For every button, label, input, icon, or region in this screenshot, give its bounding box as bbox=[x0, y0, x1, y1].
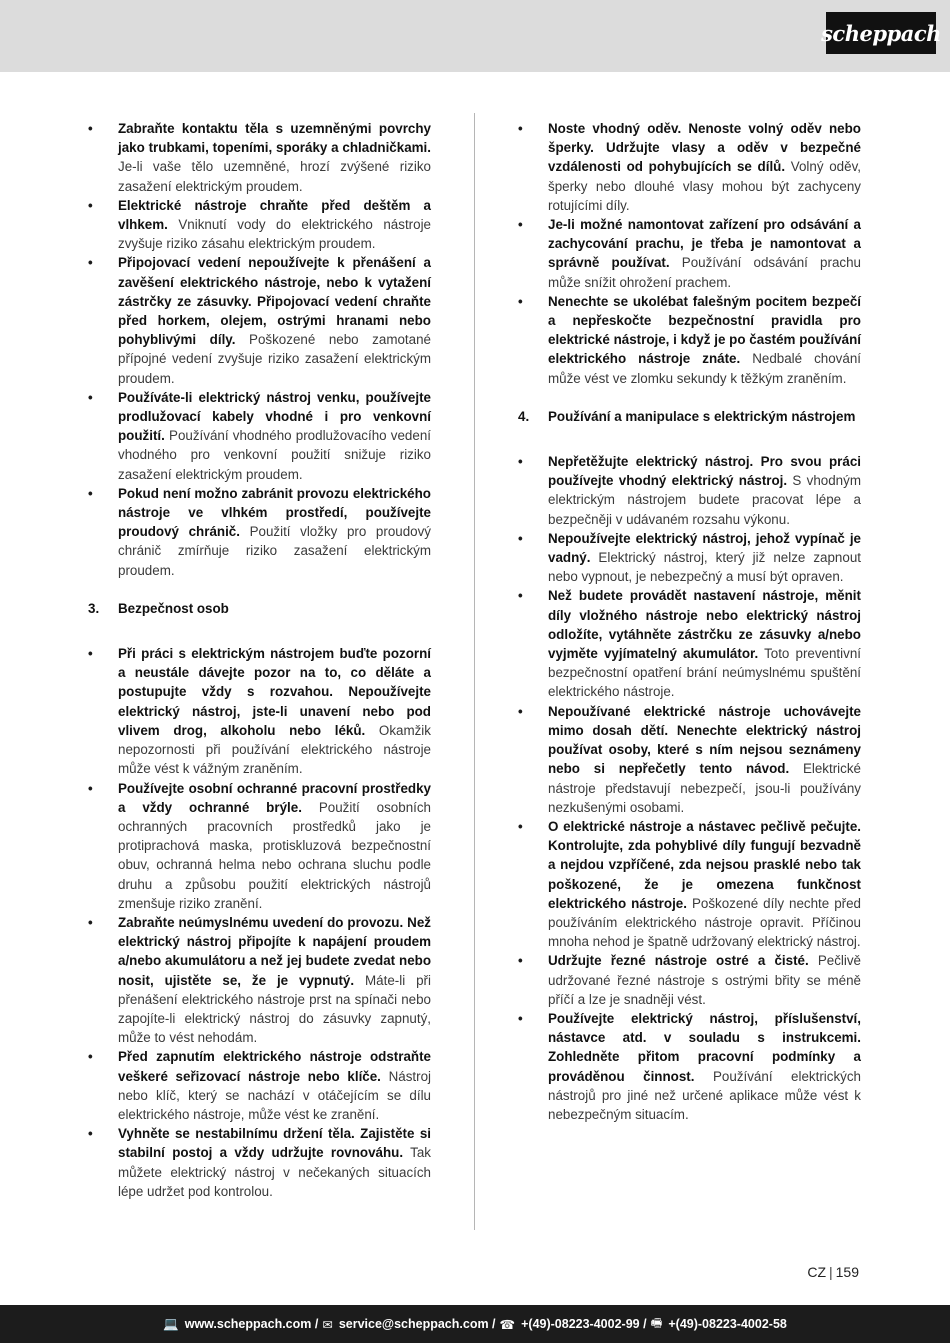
section-heading-4 bbox=[518, 407, 861, 426]
phone-icon: ☎ bbox=[499, 1317, 516, 1332]
item-bold: Připojovací vedení nepoužívejte k přenášení a zavěšení elektrického nástroje, nebo k vytažení zástrčky ze zásuvky. Připojovací vedení chraňte před horkem, olejem, ostrými hranami nebo pohyblivými díly. bbox=[118, 255, 431, 348]
item-text: Elektrické nástroje představují nebezpečí, jsou-li používány nezkušenými osobami. bbox=[548, 761, 861, 815]
email-icon: ✉ bbox=[322, 1317, 333, 1332]
list-item: • O elektrické nástroje a nástavec pečlivě pečujte. Kontrolujte, zda pohyblivé díly fungují bezvadně a nejdou vzpříčené, zda nejsou prasklé nebo tak poškozené, že je omezena funkčnost elektrického nástroje. Poškozené díly nechte před používáním elektrického nástroje opravit. Příčinou mnoha nehod je špatně udržovaný elektrický nástroj. bbox=[518, 818, 861, 950]
footer-email[interactable]: service@scheppach.com / bbox=[338, 1317, 496, 1331]
item-text: Poškozené nebo zamotané přípojné vedení zvyšuje riziko zasažení elektrickým proudem. bbox=[118, 332, 431, 386]
item-bold: Pokud není možno zabránit provozu elektrického nástroje ve vlhkém prostředí, používejte proudový chránič. bbox=[118, 485, 431, 540]
section-number: 4. bbox=[518, 408, 530, 424]
left-column bbox=[88, 119, 431, 1201]
item-bold: Nepřetěžujte elektrický nástroj. Pro svou práci používejte vhodný elektrický nástroj. bbox=[548, 454, 861, 489]
item-bold: Udržujte řezné nástroje ostré a čisté. bbox=[548, 953, 809, 969]
item-bold: O elektrické nástroje a nástavec pečlivě pečujte. Kontrolujte, zda pohyblivé díly fungují bezvadně a nejdou vzpříčené, zda nejsou prasklé nebo tak poškozené, že je omezena funkčnost elektrického nástroje. bbox=[548, 818, 861, 911]
item-text: Nedbalé chování může vést ve zlomku sekundy k těžkým zraněním. bbox=[548, 351, 861, 386]
list-item: • Vyhněte se nestabilnímu držení těla. Zajistěte si stabilní postoj a vždy udržujte rovnováhu. Tak můžete elektrický nástroj v nečekaných situacích lépe udržet pod kontrolou. bbox=[88, 1126, 431, 1199]
item-text: Použití osobních ochranných pracovních prostředků jako je protiprachová maska, protiskluzová bezpečnostní obuv, ochranná helma nebo ochrana sluchu podle druhu a způsobu použití elektrických nástrojů zmenšuje riziko zranění. bbox=[118, 799, 432, 911]
right-column bbox=[518, 119, 861, 1124]
fax-icon: 🖷 bbox=[650, 1315, 663, 1330]
list-item: • Nepoužívané elektrické nástroje uchovávejte mimo dosah dětí. Nenechte elektrický nástroj používat osoby, které s ním nejsou seznámeny nebo si nepřečetly tento návod. Elektrické nástroje představují nebezpečí, jsou-li používány nezkušenými osobami. bbox=[518, 703, 861, 815]
left-list-a bbox=[88, 119, 431, 580]
item-text: Vniknutí vody do elektrického nástroje zvyšuje riziko zásahu elektrickým proudem. bbox=[118, 217, 431, 252]
item-text: Nástroj nebo klíč, který se nachází v otáčejícím se dílu elektrického nástroje, může vést ke zranění. bbox=[118, 1068, 431, 1122]
item-text: Použití vložky pro proudový chránič zmírňuje riziko zasažení elektrickým proudem. bbox=[118, 524, 431, 578]
list-item: • Pokud není možno zabránit provozu elektrického nástroje ve vlhkém prostředí, používejte proudový chránič. Použití vložky pro proudový chránič zmírňuje riziko zasažení elektrickým proudem. bbox=[88, 485, 431, 578]
list-item: • Používejte osobní ochranné pracovní prostředky a vždy ochranné brýle. Použití osobních ochranných pracovních prostředků jako je protiprachová maska, protiskluzová bezpečnostní obuv, ochranná helma nebo ochrana sluchu podle druhu a způsobu použití elektrických nástrojů zmenšuje riziko zranění. bbox=[88, 780, 432, 911]
list-item: • Zabraňte neúmyslnému uvedení do provozu. Než elektrický nástroj připojíte k napájení proudem a/nebo akumulátoru a než jej budete zvedat nebo nosit, ujistěte se, že je vypnutý. Máte-li při přenášení elektrického nástroje prst na spínači nebo zapojíte-li elektrický nástroj do zásuvky zapnutý, může to vést nehodám. bbox=[88, 914, 431, 1046]
list-item: • Udržujte řezné nástroje ostré a čisté. Pečlivě udržované řezné nástroje s ostrými břity se méně příčí a lze je snadněji vést. bbox=[518, 953, 861, 1007]
list-item: • Nenechte se ukolébat falešným pocitem bezpečí a nepřeskočte bezpečnostní pravidla pro elektrické nástroje, i když je po častém používání elektrického nástroje znáte. Nedbalé chování může vést ve zlomku sekundy k těžkým zraněním. bbox=[518, 293, 861, 386]
item-bold: Používáte-li elektrický nástroj venku, používejte prodlužovací kabely vhodné i pro venkovní použití. bbox=[118, 389, 431, 444]
computer-icon: 💻 bbox=[163, 1316, 179, 1331]
item-text: Pečlivě udržované řezné nástroje s ostrými břity se méně příčí a lze je snadněji vést. bbox=[548, 953, 861, 1007]
item-bold: Zabraňte kontaktu těla s uzemněnými povrchy jako trubkami, topeními, sporáky a chladničkami. bbox=[118, 121, 431, 156]
section-title: Používání a manipulace s elektrickým nástrojem bbox=[548, 408, 856, 424]
list-item: • Noste vhodný oděv. Nenoste volný oděv nebo šperky. Udržujte vlasy a oděv v bezpečné vzdálenosti od pohybujících se dílů. Volný oděv, šperky nebo dlouhé vlasy mohou být zachyceny rotujícími díly. bbox=[518, 121, 861, 213]
item-text: S vhodným elektrickým nástrojem budete pracovat lépe a bezpečněji v udávaném rozsahu výkonu. bbox=[548, 473, 861, 527]
item-text: Toto preventivní bezpečnostní opatření brání neúmyslnému spuštění elektrického nástroje. bbox=[548, 646, 861, 700]
page-lang: CZ bbox=[807, 1264, 826, 1280]
list-item: • Nepoužívejte elektrický nástroj, jehož vypínač je vadný. Elektrický nástroj, který již nelze zapnout nebo vypnout, je nebezpečný a musí být opraven. bbox=[518, 530, 861, 585]
section-number: 3. bbox=[88, 600, 100, 616]
list-item: • Nepřetěžujte elektrický nástroj. Pro svou práci používejte vhodný elektrický nástroj. S vhodným elektrickým nástrojem budete pracovat lépe a bezpečněji v udávaném rozsahu výkonu. bbox=[518, 454, 861, 527]
item-text: Elektrický nástroj, který již nelze zapnout nebo vypnout, je nebezpečný a musí být opraven. bbox=[548, 550, 861, 585]
list-item: • Je-li možné namontovat zařízení pro odsávání a zachycování prachu, je třeba je namontovat a správně používat. Používání odsávání prachu může snížit ohrožení prachem. bbox=[518, 217, 861, 290]
item-text: Okamžik nepozornosti při používání elektrického nástroje může vést k vážným zraněním. bbox=[118, 722, 431, 777]
item-bold: Před zapnutím elektrického nástroje odstraňte veškeré seřizovací nástroje nebo klíče. bbox=[118, 1049, 431, 1084]
scheppach-logo: scheppach bbox=[826, 12, 936, 54]
item-bold: Noste vhodný oděv. Nenoste volný oděv nebo šperky. Udržujte vlasy a oděv v bezpečné vzdálenosti od pohybujících se dílů. bbox=[548, 121, 861, 175]
item-bold: Nenechte se ukolébat falešným pocitem bezpečí a nepřeskočte bezpečnostní pravidla pro elektrické nástroje, i když je po častém používání elektrického nástroje znáte. bbox=[548, 293, 861, 367]
column-divider bbox=[474, 113, 475, 1230]
item-bold: Nepoužívané elektrické nástroje uchovávejte mimo dosah dětí. Nenechte elektrický nástroj používat osoby, které s ním nejsou seznámeny nebo si nepřečetly tento návod. bbox=[548, 703, 861, 777]
page-number-value: 159 bbox=[835, 1264, 859, 1280]
header-band bbox=[0, 0, 950, 72]
item-bold: Při práci s elektrickým nástrojem buďte pozorní a neustále dávejte pozor na to, co děláte a postupujte vždy s rozvahou. Nepoužívejte elektrický nástroj, jste-li unavení nebo pod vlivem drog, alkoholu nebo léků. bbox=[118, 646, 431, 738]
left-list-b bbox=[88, 644, 431, 1201]
item-bold: Používejte osobní ochranné pracovní prostředky a vždy ochranné brýle. bbox=[118, 780, 431, 815]
item-text: Volný oděv, šperky nebo dlouhé vlasy mohou být zachyceny rotujícími díly. bbox=[548, 159, 861, 213]
list-item: • Při práci s elektrickým nástrojem buďte pozorní a neustále dávejte pozor na to, co děláte a postupujte vždy s rozvahou. Nepoužívejte elektrický nástroj, jste-li unavení nebo pod vlivem drog, alkoholu nebo léků. Okamžik nepozornosti při používání elektrického nástroje může vést k vážným zraněním. bbox=[88, 646, 431, 777]
item-text: Máte-li při přenášení elektrického nástroje prst na spínači nebo zapojíte-li elektrický nástroj do zásuvky zapnutý, může to vést nehodám. bbox=[118, 972, 431, 1046]
item-text: Poškozené díly nechte před používáním elektrického nástroje opravit. Příčinou mnoha nehod je špatně udržovaný elektrický nástroj. bbox=[548, 895, 861, 950]
item-text: Používání odsávání prachu může snížit ohrožení prachem. bbox=[548, 255, 861, 290]
page-number bbox=[807, 1264, 859, 1280]
right-list-b bbox=[518, 452, 861, 1124]
section-title: Bezpečnost osob bbox=[118, 600, 229, 616]
footer-fax: +(49)-08223-4002-58 bbox=[668, 1317, 787, 1331]
footer-band bbox=[0, 1305, 950, 1343]
item-bold: Používejte elektrický nástroj, příslušenství, nástavce atd. v souladu s instrukcemi. Zohledněte přitom pracovní podmínky a prováděnou činnost. bbox=[548, 1010, 861, 1084]
section-heading-3 bbox=[88, 599, 431, 618]
footer-phone: +(49)-08223-4002-99 / bbox=[521, 1317, 647, 1331]
item-bold: Než budete provádět nastavení nástroje, měnit díly vložného nástroje nebo elektrický nástroj odložíte, vytáhněte zástrčku ze zásuvky a/nebo vyjměte vyjímatelný akumulátor. bbox=[548, 588, 861, 662]
item-bold: Je-li možné namontovat zařízení pro odsávání a zachycování prachu, je třeba je namontovat a správně používat. bbox=[548, 217, 861, 271]
footer-web[interactable]: www.scheppach.com / bbox=[184, 1317, 319, 1331]
item-text: Používání vhodného prodlužovacího vedení vhodného pro venkovní použití snižuje riziko zasažení elektrickým proudem. bbox=[118, 428, 431, 482]
item-bold: Zabraňte neúmyslnému uvedení do provozu. Než elektrický nástroj připojíte k napájení proudem a/nebo akumulátoru a než jej budete zvedat nebo nosit, ujistěte se, že je vypnutý. bbox=[118, 914, 431, 988]
list-item: • Než budete provádět nastavení nástroje, měnit díly vložného nástroje nebo elektrický nástroj odložíte, vytáhněte zástrčku ze zásuvky a/nebo vyjměte vyjímatelný akumulátor. Toto preventivní bezpečnostní opatření brání neúmyslnému spuštění elektrického nástroje. bbox=[518, 588, 861, 700]
list-item: • Používáte-li elektrický nástroj venku, používejte prodlužovací kabely vhodné i pro venkovní použití. Používání vhodného prodlužovacího vedení vhodného pro venkovní použití snižuje riziko zasažení elektrickým proudem. bbox=[88, 389, 431, 482]
item-text: Je-li vaše tělo uzemněné, hrozí zvýšené riziko zasažení elektrickým proudem. bbox=[118, 159, 431, 194]
list-item: • Připojovací vedení nepoužívejte k přenášení a zavěšení elektrického nástroje, nebo k vytažení zástrčky ze zásuvky. Připojovací vedení chraňte před horkem, olejem, ostrými hranami nebo pohyblivými díly. Poškozené nebo zamotané přípojné vedení zvyšuje riziko zasažení elektrickým proudem. bbox=[88, 255, 431, 386]
list-item: • Zabraňte kontaktu těla s uzemněnými povrchy jako trubkami, topeními, sporáky a chladničkami. Je-li vaše tělo uzemněné, hrozí zvýšené riziko zasažení elektrickým proudem. bbox=[88, 121, 431, 194]
item-text: Tak můžete elektrický nástroj v nečekaných situacích lépe udržet pod kontrolou. bbox=[118, 1145, 431, 1199]
item-bold: Nepoužívejte elektrický nástroj, jehož vypínač je vadný. bbox=[548, 530, 861, 566]
item-bold: Vyhněte se nestabilnímu držení těla. Zajistěte si stabilní postoj a vždy udržujte rovnováhu. bbox=[118, 1126, 431, 1161]
right-list-a bbox=[518, 119, 861, 388]
item-bold: Elektrické nástroje chraňte před deštěm a vlhkem. bbox=[118, 197, 431, 233]
list-item: • Elektrické nástroje chraňte před deštěm a vlhkem. Vniknutí vody do elektrického nástroje zvyšuje riziko zásahu elektrickým proudem. bbox=[88, 197, 431, 252]
list-item: • Používejte elektrický nástroj, příslušenství, nástavce atd. v souladu s instrukcemi. Zohledněte přitom pracovní podmínky a prováděnou činnost. Používání elektrických nástrojů pro jiné než určené aplikace může vést k nebezpečným situacím. bbox=[518, 1010, 861, 1122]
page-separator: | bbox=[829, 1264, 833, 1280]
list-item: • Před zapnutím elektrického nástroje odstraňte veškeré seřizovací nástroje nebo klíče. Nástroj nebo klíč, který se nachází v otáčejícím se dílu elektrického nástroje, může vést ke zranění. bbox=[88, 1049, 431, 1122]
item-text: Používání elektrických nástrojů pro jiné než určené aplikace může vést k nebezpečným situacím. bbox=[548, 1068, 861, 1122]
